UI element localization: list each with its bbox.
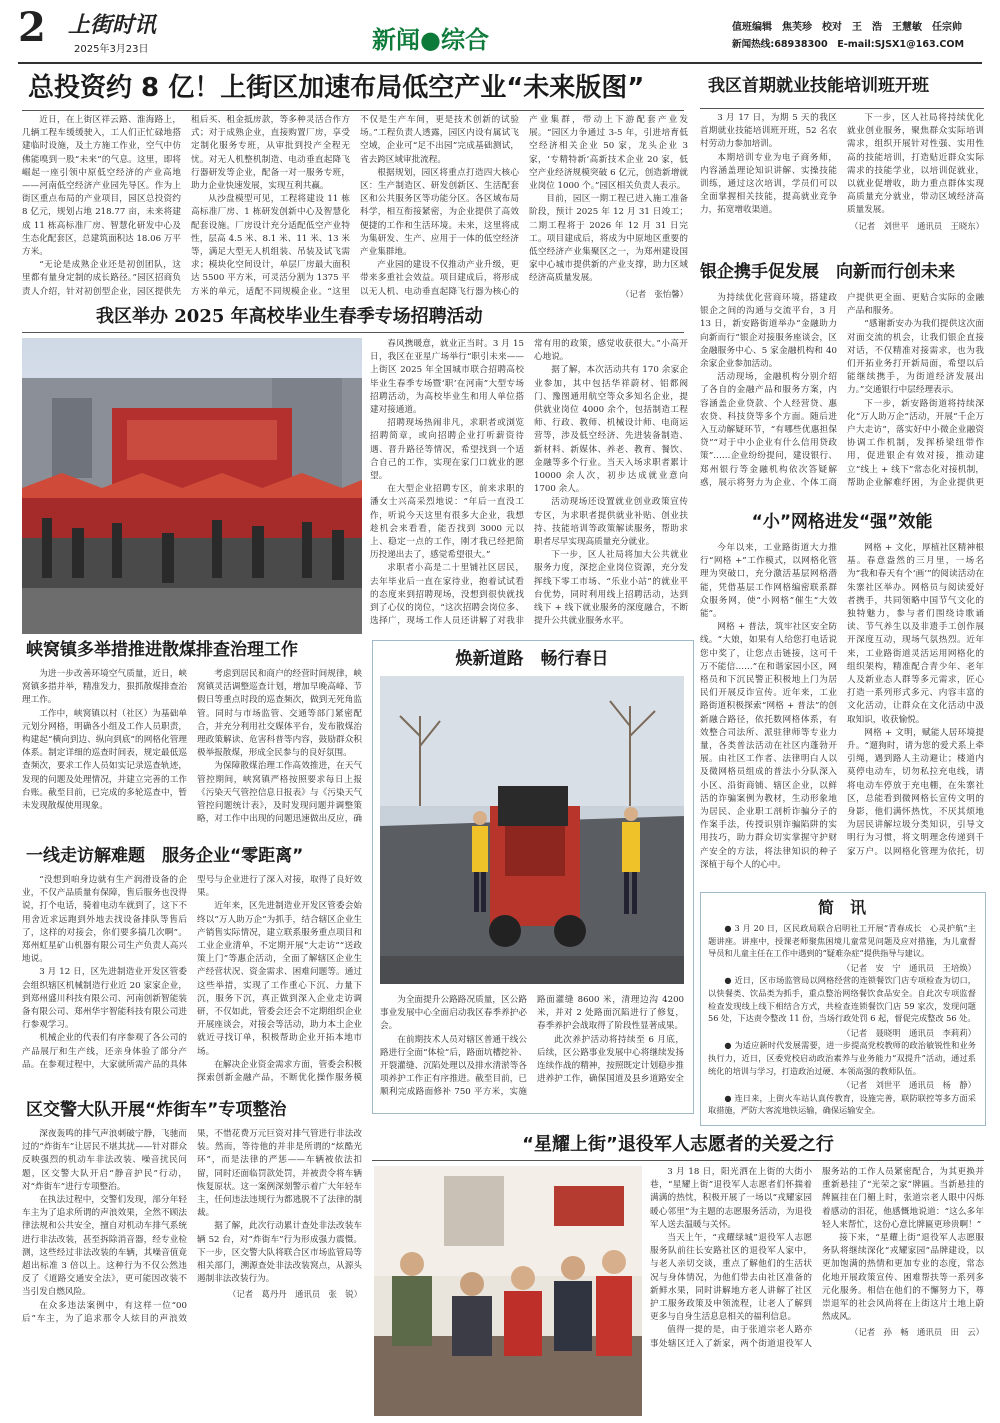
paragraph: 网格 + 文化，厚植社区精神根基。春意盎然的三月里，一场名为“我和春天有个‘画’”的阅读活动在朱寨社区举办。网格员与阅读爱好者携手，共同领略中国节气文化的独特魅力，参与者们围绕诗歌诵读、节气养生以及非遗手工创作展开深度互动，现场气氛热烈。近年来，工业路街道灵活运用网格化的组织架构，精准配合青少年、老年人及新业态人群等多元需求，匠心打造一系列形式多元、内容丰富的文化活动，让群众在文化活动中汲取知识，收获愉悦。 [847, 543, 984, 725]
bullet-icon: ● [724, 1040, 732, 1051]
article-grid-governance [700, 542, 984, 882]
rule-a7 [700, 108, 984, 109]
paragraph: 据了解，本次活动共有 170 余家企业参加，其中包括华祥蔚材、铝都阀门、豫图通用航空等众多知名企业，提供就业岗位 4000 余个，包括制造工程师、行政、教师、机械设计师、电商运营等，涉及低空经济、先进装备制造、新材料、新媒体、养老、教育、餐饮、金融等多个行业。当天入场求职者累计 10000 余人次，初步达成就业意向 1700 余人。 [534, 365, 688, 495]
paragraph: 在前期技术人员对辖区普通干线公路进行全面“体检”后，路面坑槽挖补、开裂灌缝、沉陷处理以及排水清淤等各项养护工作正有序推进。截至目前，已顺利完成路面修补 750 平方米，实施路面灌缝 8600 米，清理边沟 4200 米，并对 2 处路面沉陷进行了修复，春季养护会战取得了阶段性显著成果。 [380, 995, 684, 1098]
paragraph: 目前，园区一期工程已进入施工准备阶段，预计 2025 年 12 月 31 日竣工；二期工程将于 2026 年 12 月 31 日完工。项目建成后，将成为中原地区重要的低空经济产业集聚区之一，为郑州建设国家中心城市提供新的产业支撑，助力区域经济高质量发展。 [529, 194, 688, 284]
bullet-icon: ● [724, 1092, 732, 1103]
paragraph: 3 月 12 日，区先进制造业开发区管委会组织辖区机械制造行业近 20 家家企业，到郑州盛川科技有限公司、河南创新智能装备有限公司、郑州华宇智能科技有限公司进行参观学习。 [22, 967, 187, 1031]
rule-a2 [22, 332, 684, 333]
article-skills-training [700, 112, 984, 252]
paragraph: 下一步，区人社局将持续优化就业创业服务，聚焦群众实际培训需求，组织开展针对性强、实用性高的技能培训，打造贴近群众实际需求的技能学业，以培训促就业，以就业促增收，助力重点群体实现高质量充分就业，带动区域经济高质量发展。 [847, 113, 984, 216]
paragraph: “没想到咱身边就有生产润滑设备的企业，不仅产品质量有保障，售后服务也没得说，打个电话，骑着电动车就到了，这下不用舍近求远跑到外地去找设备排队等售后了，这样的对接会，你们要多搞几次啊”。郑州虹星矿山机器有限公司生产负责人高兴地说。 [22, 875, 187, 965]
headline-skills-training: 我区首期就业技能培训班开班 [708, 76, 929, 96]
paragraph: 近日，在上街区祥云路、淮海路上，几辆工程车缓缓驶入，工人们正忙碌地搭建临时设施，及土方施工作业，空气中仿佛能嗅到一股“未来”的气息。这里，即将崛起一座引领中原低空经济的产业高地——河南低空经济产业园先导区。作为上街区重点布局的产业项目，园区总投资约 8 亿元，规划占地 218.77 亩，未来将建成 11 栋高标准厂房、智慧化研发中心及生态化配套区，总建筑面积达 18.06 万平方米。 [22, 115, 181, 258]
paragraph: 网格 + 文明，赋能人居环境提升。“遛狗时，请为您的爱犬系上牵引绳，遇到路人主动避让；楼道内莫停电动车，切勿私拉充电线，请将电动车停放于充电棚，在朱寨社区，总能看到微网格长宣传文明的身影，他们满怀热忱，不厌其烦地为居民讲解垃圾分类知识，引导文明行为习惯，将文明理念传递到千家万户。以网格化管理为依托，切 [847, 727, 984, 857]
byline: （记者 葛丹丹 通讯员 张 锐） [228, 1289, 362, 1300]
veterans-photo [374, 1166, 642, 1416]
paragraph: 本期培训专业为电子商务师，内容涵盖理论知识讲解、实操技能训练，通过这次培训，学员们可以全面掌握相关技能，提高就业竞争力，拓宽增收渠道。 [700, 152, 837, 216]
paper-name: 上街时讯 [68, 12, 157, 38]
paragraph: 工作中，峡窝镇以村（社区）为基础单元划分网格，明确各小组及工作人员职责，构建起“横向到边、纵向到底”的网格化管理体系。制定详细的巡查时间表，规定最低巡查频次，要求工作人员如实记录巡查轨迹，发现的问题及处理情况，并建立完善的工作台账。截至目前，已完成的多轮巡查中，暂未发现散煤使用现象。 [22, 708, 187, 812]
headline-enterprise-visits: 一线走访解难题 服务企业“零距离” [26, 846, 304, 866]
paragraph: 招聘现场热闹非凡，求职者或浏览招聘简章，或向招聘企业打听薪资待遇、晋升路径等情况，希望找到一个适合自己的工作，实现在家门口就业的愿望。 [370, 418, 524, 482]
brief-item: ● 3 月 20 日，区民政局联合启明社工开展“青春成长 心灵护航”主题讲座。讲座中，授课老师聚焦困境儿童常见问题及应对措施，为儿童督导员和儿童主任在工作中遇到的“疑难杂症”提供指导与建议。 [708, 923, 976, 959]
bullet-icon: ● [724, 975, 732, 986]
headline-job-fair: 我区举办 2025 年高校毕业生春季专场招聘活动 [96, 306, 483, 327]
headline-bank-enterprise: 银企携手促发展 向新而行创未来 [700, 262, 955, 282]
paragraph: 在执法过程中，交警们发现，部分年轻车主为了追求所谓的声浪效果，全然不顾法律法规和公共安全，擅自对机动车排气系统进行非法改装，甚至拆除消音器，经专业检测，这些经过非法改装的车辆，其噪音值竟超出标准 3 倍以上。这种行为不仅公然违反了《道路交通安全法》，更可能因改装不当引发自燃风险。 [22, 1195, 187, 1298]
briefs-list [708, 922, 976, 1120]
headline-low-altitude: 总投资约 8 亿！上街区加速布局低空产业“未来版图” [28, 73, 645, 103]
brief-item: ● 近日，区市场监管局以网格经营的连锁餐饮门店专项检查为切口，以快餐类、饮品类为抓手，重点整治网络餐饮食品安全。自此次专项监督检查发现线上线下相结合方式，共检查连锁餐饮门店 59 家次，发现问题 56 处，下达责令整改 11 份，当场行政处罚 6 起，督促完成整改 56 处。 [708, 975, 976, 1024]
headline-grid-governance: “小”网格进发“强”效能 [751, 512, 933, 532]
paragraph: 接下来，“星耀上街”退役军人志愿服务队将继续深化“戎耀家园”品牌建设，以更加饱满的热情和更加专业的态度，常态化地开展政策宣传、困难帮扶等一系列多元化服务。相信在他们的不懈努力下，尊崇退军的社会风尚将在上街这片土地上蔚然成风。 [822, 1233, 984, 1323]
rule-a1 [22, 110, 684, 111]
brief-item: ● 为适应新时代发展需要，进一步提高党校教师的政治敏锐性和业务执行力，近日，区委党校启动政治素养与业务能力“双提升”活动，通过系统化的培训与学习，打造政治过硬、本领高强的教师队伍。 [708, 1040, 976, 1076]
byline: （记者 聂晓明 通讯员 李莉莉） [842, 1027, 976, 1038]
paragraph: 今年以来，工业路街道大力推行“网格 +”工作模式，以网格化管理为突破口，充分激活基层网格潜能，凭借基层工作网格编密联系群众服务网，使“小网格”催生“大效能”。 [700, 543, 837, 620]
byline [708, 1119, 976, 1120]
headline-noisy-cars: 区交警大队开展“炸街车”专项整治 [26, 1100, 287, 1120]
paragraph: 深夜轰鸣的排气声浪刺破宁静，飞驰而过的“炸街车”让居民不堪其扰——针对群众反映强烈的机动车非法改装、噪音扰民问题，区交警大队开启“静音护民”行动，对“炸街车”进行专项整治。 [22, 1129, 187, 1192]
paragraph: 据了解，此次行动累计查处非法改装车辆 52 台，对“炸街车”行为形成强力震慑。下一步，区交警大队将联合区市场监管局等相关部门，溯源查处非法改装窝点，从源头遏制非法改装行为。 [197, 1221, 362, 1285]
paragraph: 值得一提的是，由于张道宗老人路亦事处辖区迁入了新家，两个街道退役军人服务站的工作人员紧密配合，为其更换并重新悬挂了“光荣之家”牌匾。当新悬挂的牌匾挂在门楣上时，张道宗老人眼中闪烁着感动的泪花，他感慨地说道：“这么多年轻人来帮忙，这份心意比牌匾更珍贵啊！” [650, 1167, 984, 1349]
paragraph: 为全面提升公路路况质量，区公路事业发展中心全面启动我区春季养护必会。 [380, 995, 527, 1032]
paragraph: 3 月 17 日，为期 5 天的我区首期就业技能培训班开班，52 名农村劳动力参加培训。 [700, 113, 837, 150]
rule-a11 [372, 1160, 984, 1161]
paragraph: 为保障散煤治理工作高效推进，在天气管控期间，峡窝镇严格按照要求每日上报《污染天气管控信息日报表》与《污染天气管控问题统计表》，及时发现问题并调整策略，对工作中出现的问题迅速做出反应，确 [197, 761, 362, 825]
paragraph: 根据规划，园区将重点打造四大核心区：生产制造区、研发创新区、生活配套区和公共服务区等功能分区。各区域布局科学，相互衔接紧密，为企业提供了高效便捷的工作和生活环境。未来，这里将成为集研发、生产、应用于一体的低空经济产业集群地。 [360, 167, 519, 258]
article-enterprise-visits [22, 874, 362, 1090]
paragraph: 当天上午，“戎耀绿城”退役军人志愿服务队前往长安路社区的退役军人家中，与老人亲切交谈，重点了解他们的生活状况与身体情况，为他们带去由社区准备的新鲜水果，同时讲解地方老人讲解了社区护工服务政策及申领流程，让老人了解到更多与自身生活息息相关的福利信息。 [650, 1233, 812, 1323]
paragraph: 求职者小高是二十里铺社区居民，去年毕业后一直在家待业，抱着试试看的态度来到招聘现场，没想到很快就找到了心仪的岗位，“这次招聘会岗位多、选择广，现场工作人员还讲解了对我非常有用的政策，感觉收获很大。”小高开心地说。 [370, 339, 688, 627]
page-number: 2 [18, 4, 46, 51]
paragraph: 产业园的建设不仅推动产业升级，更带来多重社会效益。项目建成后，将形成以无人机、电动垂直起降飞行器为核心的产业集群，带动上下游配套产业发展。“园区力争通过 3-5 年，引进培育低空经济相关企业 50 家，龙头企业 3 家，‘专精特新’高新技术企业 20 家，低空产业经济规模突破 6 亿元，创造新增就业岗位 1000 个。”园区相关负责人表示。 [360, 115, 688, 297]
masthead-divider [18, 62, 982, 64]
paragraph: 春风携暖意，就业正当时。3 月 15 日，我区在亚星广场举行“职引未来——上街区 2025 年全国城市联合招聘高校毕业生春季专场暨‘职’在河南”大型专场招聘活动，为高校毕业生和用人单位搭建对接通道。 [370, 339, 524, 416]
issue-date: 2025年3月23日 [74, 44, 149, 55]
article-road-renewal [380, 994, 684, 1108]
article-low-altitude [22, 114, 688, 306]
byline: （记者 张怡馨） [621, 288, 688, 299]
article-veterans [650, 1166, 984, 1418]
byline: （记者 刘世平 通讯员 王晓东） [850, 220, 984, 231]
paragraph: 考虑到居民和商户的经营时间规律，峡窝镇灵活调整巡查计划，增加早晚高峰、节假日等重点时段的巡查频次，做到无死角监管。同时与市场监管、交通等部门紧密配合，并充分利用社交媒体平台，发布散煤治理政策解读、危害科普等内容，鼓励群众积极举报散煤，形成全民参与的良好氛围。 [197, 669, 362, 759]
paragraph: “无论是成熟企业还是初创团队，这里都有量身定制的成长路径。”园区招商负责人介绍，针对初创型企业，园区提供先租后买、租金抵房款，等多种灵活合作方式；对于成熟企业，直接购置厂房，享受定制化服务专班，从审批到投产全程无忧。对无人机整机制造、电动垂直起降飞行器研发等企业，配备一对一服务专班，助力企业快速发展，实现互利共赢。 [22, 115, 350, 297]
section-title: 新闻●综合 [372, 26, 489, 54]
paragraph: 网格 + 普法，筑牢社区安全防线。“大娘，如果有人给您打电话说您中奖了，让您点击链接，这可千万不能信……”在和谐家园小区，网格员和下沉民警正积极地上门为居民们开展反诈宣传。近年来，工业路街道积极探索“网格 + 普法”的创新融合路径，依托数网格体系，有效整合司法所、派驻律师等专业力量，各类普法活动在社区内蓬勃开展。由社区工作者、法律明白人以及微网格员组成的普法小分队深入小区、沿街商铺、辖区企业，以鲜活的诈骗案例为教材，生动形象地为居民、企业职工剖析诈骗分子的作案手法，传授识别诈骗陷阱的实用技巧，助力群众切实掌握守护财产安全的方法，将法律知识的种子深植于每个人的心中。 [700, 622, 837, 870]
article-bank-enterprise [700, 292, 984, 502]
hotline-line: 新闻热线:68938300 E-mail:SJSX1@163.COM [732, 39, 965, 50]
editors-line: 值班编辑 焦芙珍 校对 王 浩 王慧敏 任宗帅 [732, 22, 962, 33]
byline: （记者 孙 畅 通讯员 田 云） [850, 1327, 984, 1338]
paragraph: 机械企业的代表们有序参观了各公司的产品展厅和生产线，还亲身体验了部分产品。在参观过程中，大家就所需产品的具体型号与企业进行了深入对接，取得了良好效果。 [22, 875, 362, 1070]
headline-veterans: “星耀上街”退役军人志愿者的关爱之行 [522, 1134, 834, 1155]
headline-briefs: 简 讯 [817, 898, 866, 917]
article-noisy-cars [22, 1128, 362, 1416]
paragraph: 在众多违法案例中，有这样一位“00 后”车主，为了追求那令人炫目的声浪效果，不惜花费万元巨资对排气管进行非法改装。然而，等待他的并非是所谓的“炫酷光环”，而是法律的严惩——车辆被依法扣留，同时还面临罚款处罚，并被责令将车辆恢复原状。这一案例深刻警示着广大年轻车主，任何违法违规行为都逃脱不了法律的制裁。 [22, 1129, 362, 1324]
paragraph: 为持续优化营商环境，搭建政银企之间的沟通与交流平台，3 月 13 日，新安路街道举办“金融助力向新而行”银企对接服务座谈会，区金融服务中心、5 家金融机构和 40 余家企业参加活动。 [700, 293, 837, 370]
paragraph: 下一步，新安路街道将持续深化“万人助万企”活动，开展“千企万户大走访”，落实好中小微企业融资协调工作机制，发挥桥梁纽带作用，促进银企有效对接，推动建立“线上 + 线下”常态化对接机制，帮助企业解难纾困，为企业提供更 [847, 398, 984, 488]
headline-road-renewal: 焕新道路 畅行春日 [455, 649, 609, 669]
paragraph: 此次养护活动将持续至 6 月底，后续，区公路事业发展中心将继续发扬连续作战的精神，按照既定计划稳步推进养护工作，确保国道及县乡道路安全 [537, 1034, 684, 1085]
road-renewal-photo [380, 676, 684, 984]
paragraph: 活动现场，金融机构分别介绍了各自的金融产品和服务方案，内容涵盖企业贷款、个人经营贷、惠农贷、科技贷等多个方面。随后进入互动解疑环节，“有哪些优惠担保贷”“对于中小企业有什么信用贷政策”……企业纷纷提问，建设银行、郑州银行等金融机构依次答疑解惑，展示将努力为企业、个体工商户提供更全面、更贴合实际的金融产品和服务。 [700, 293, 984, 488]
brief-item: ● 连日来，上街火车站认真传教育，设施完善，联防联控等多方面采取措施，严防大客流地铁运输，确保运输安全。 [708, 1092, 976, 1116]
article-coal-governance [22, 668, 362, 836]
byline: （记者 刘世平 通讯员 杨 静） [842, 1080, 976, 1091]
headline-coal-governance: 峡窝镇多举措推进散煤排查治理工作 [26, 640, 298, 660]
paragraph: 在解决企业资金需求方面，管委会积极探索创新金融产品，不断优化操作服务模 [197, 1059, 362, 1084]
paragraph: 在大型企业招聘专区，前来求职的潘女士兴高采烈地说：“年后一直没工作，听说今天这里有很多大企业，我想趁机会来看看，能否找到 3000 元以上、稳定一点的工作，刚才我已经把简历投递出去了，感觉希望很大。” [370, 484, 524, 561]
article-job-fair [370, 338, 688, 634]
paragraph: 活动现场还设置就业创业政策宣传专区，为求职者提供就业补贴、创业扶持、技能培训等政策解读服务，帮助求职者尽早实现高质量充分就业。 [534, 497, 688, 548]
masthead [0, 0, 1000, 66]
paragraph: “感谢新安办为我们提供这次面对面交流的机会，让我们银企直接对话，不仅精准对接需求，也为我们开拓业务打开新局面，希望以后能继续携手，为街道经济发展出力。”交通银行中层经理表示。 [847, 319, 984, 396]
paragraph: 近年来，区先进制造业开发区管委会始终以“万人助万企”为抓手，结合辖区企业生产销售实际情况，建立联系服务重点项目和工业企业清单，不定期开展“大走访”“送政策上门”等惠企活动，全面了解辖区企业生产经营状况、资金需求、困难问题等。通过这些举措，实现了工作重心下沉、力量下沉，服务下沉，真正做到深入企业走访调研，不仅如此，管委会还会不定期组织企业开展座谈会，对接会等活动，助力本土企业就近寻找订单，积极帮助企业开拓本地市场。 [197, 901, 362, 1057]
paragraph: 下一步，区人社局将加大公共就业服务力度，深挖企业岗位资源，充分发挥线下零工市场、“乐业小站”的就业平台优势，同时利用线上招聘活动，达到线下 + 线下就业服务的深度融合，不断提升公共就业服务水平。 [534, 550, 688, 627]
paragraph: 3 月 18 日，阳光洒在上街的大街小巷，“星耀上街”退役军人志愿者们怀揣着满满的热忱，积极开展了一场以“戎耀家园 暖心邻里”为主题的志愿服务活动，为退役军人送去温暖与关怀。 [650, 1167, 821, 1230]
bullet-icon: ● [724, 923, 732, 933]
paragraph: 从沙盘模型可见，工程将建设 11 栋高标准厂房、1 栋研发创新中心及智慧化配套设施。厂房设计充分适配低空产业特性，层高 4.5 米、8.1 米、11 米、13 米等，满足大型无人机组装、吊装及试飞需求；模块化空间设计，单层厂房最大面积达 5500 平方米，可灵活分割为 1375 平方米的单元，适配不同规模企业。“这里不仅是生产车间，更是技术创新的试验场。”工程负责人透露，园区内设有属试飞空域，企业可“足不出园”完成基础测试，省去跨区域审批流程。 [191, 115, 519, 297]
job-fair-photo [22, 338, 362, 634]
byline: （记者 安 宁 通讯员 王培焕） [842, 962, 976, 973]
paragraph: 为进一步改善环境空气质量，近日，峡窝镇多措并举，精准发力，狠抓散煤排查治理工作。 [22, 669, 187, 706]
